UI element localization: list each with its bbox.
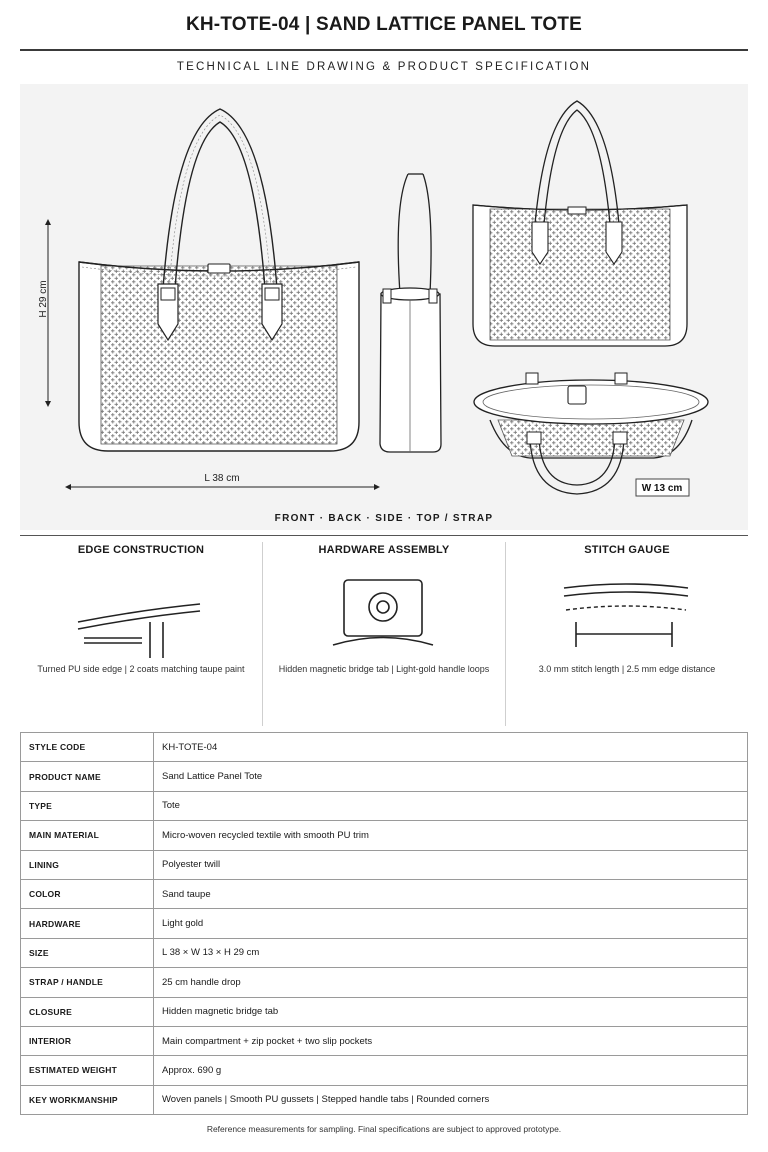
spec-key: LINING [21,850,154,879]
spec-value: Hidden magnetic bridge tab [154,997,748,1026]
spec-key: CLOSURE [21,997,154,1026]
top-view-drawing [474,373,708,494]
technical-drawing-panel [20,84,748,530]
detail-caption: 3.0 mm stitch length | 2.5 mm edge distance [538,664,716,674]
stitch-gauge-icon [506,570,748,658]
spec-value: Main compartment + zip pocket + two slip pockets [154,1026,748,1055]
spec-value: Woven panels | Smooth PU gussets | Stepped handle tabs | Rounded corners [154,1085,748,1114]
page-subtitle: TECHNICAL LINE DRAWING & PRODUCT SPECIFICATION [176,61,592,73]
specification-table [20,732,748,1115]
technical-drawing [20,84,748,530]
detail-stitch-gauge [506,544,748,726]
height-label: H 29 cm [38,280,49,318]
detail-caption: Hidden magnetic bridge tab | Light-gold handle loops [278,664,490,674]
spec-key: INTERIOR [21,1026,154,1055]
spec-value: Sand taupe [154,879,748,908]
spec-value: Light gold [154,909,748,938]
spec-value: KH-TOTE-04 [154,733,748,762]
spec-value: Tote [154,791,748,820]
page-title: KH-TOTE-04 | SAND LATTICE PANEL TOTE [185,14,583,35]
back-view-drawing [473,101,687,346]
table-row [21,733,748,762]
table-row [21,762,748,791]
spec-key: ESTIMATED WEIGHT [21,1056,154,1085]
table-row [21,791,748,820]
title-divider [20,49,748,51]
spec-value: Micro-woven recycled textile with smooth PU trim [154,821,748,850]
spec-key: MAIN MATERIAL [21,821,154,850]
spec-key: KEY WORKMANSHIP [21,1085,154,1114]
table-row [21,938,748,967]
edge-construction-icon [20,570,262,658]
spec-value: Polyester twill [154,850,748,879]
section-divider [20,535,748,536]
detail-title: EDGE CONSTRUCTION [77,544,205,556]
table-row [21,1056,748,1085]
table-row [21,1085,748,1114]
spec-value: Sand Lattice Panel Tote [154,762,748,791]
width-label: W 13 cm [641,483,683,494]
detail-hardware-assembly [263,544,505,726]
spec-key: COLOR [21,879,154,908]
footnote: Reference measurements for sampling. Final specifications are subject to approved prototype. [206,1124,562,1134]
magnetic-clasp-icon [263,570,505,658]
spec-key: PRODUCT NAME [21,762,154,791]
spec-key: TYPE [21,791,154,820]
table-row [21,850,748,879]
spec-value: Approx. 690 g [154,1056,748,1085]
table-row [21,997,748,1026]
length-label: L 38 cm [204,473,240,484]
table-row [21,879,748,908]
detail-title: STITCH GAUGE [584,544,670,556]
table-row [21,821,748,850]
detail-caption: Turned PU side edge | 2 coats matching taupe paint [37,664,245,674]
front-view-drawing [79,109,359,451]
views-label: FRONT · BACK · SIDE · TOP / STRAP [274,513,494,524]
spec-key: STRAP / HANDLE [21,968,154,997]
detail-edge-construction [20,544,262,726]
table-row [21,1026,748,1055]
spec-key: STYLE CODE [21,733,154,762]
spec-key: HARDWARE [21,909,154,938]
table-row [21,968,748,997]
spec-value: 25 cm handle drop [154,968,748,997]
detail-title: HARDWARE ASSEMBLY [318,544,450,556]
spec-key: SIZE [21,938,154,967]
spec-value: L 38 × W 13 × H 29 cm [154,938,748,967]
side-view-drawing [380,174,441,452]
table-row [21,909,748,938]
